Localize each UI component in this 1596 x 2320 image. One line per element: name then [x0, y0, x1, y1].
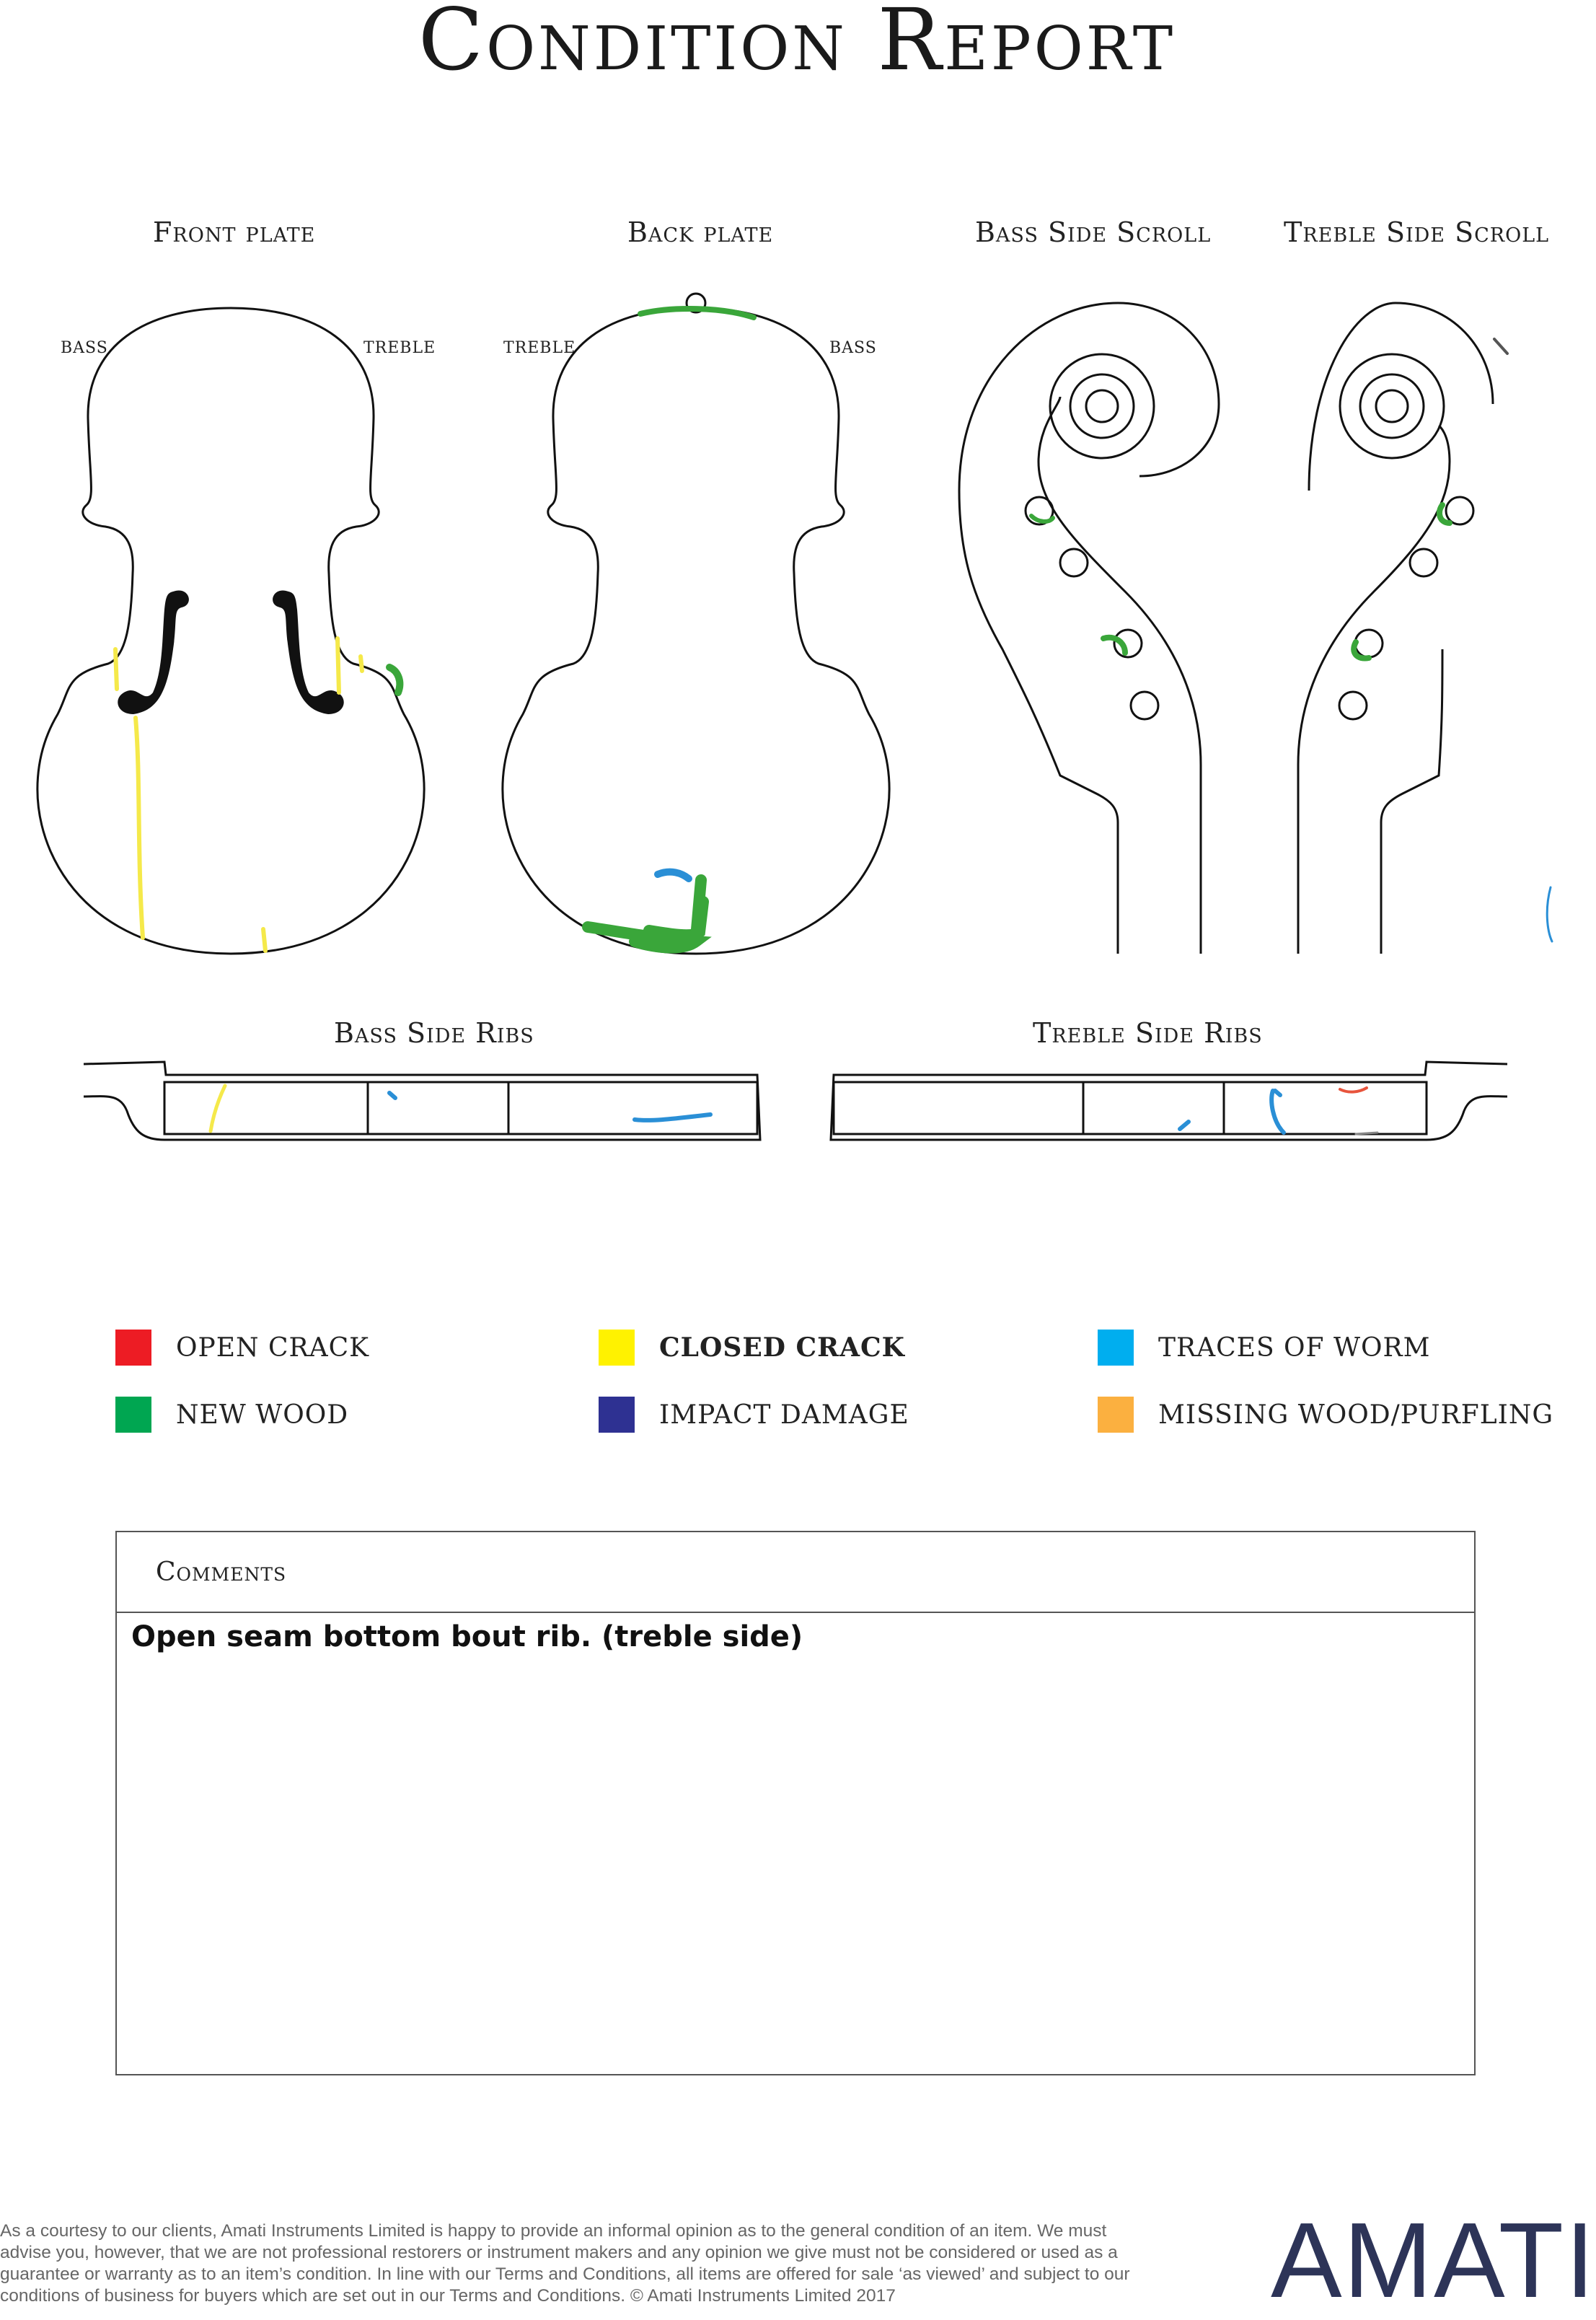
- legend-swatch: [599, 1397, 635, 1433]
- treble-side-ribs-label: Treble Side Ribs: [1033, 1017, 1263, 1049]
- legend-open-crack: [115, 1330, 369, 1366]
- impact-mark: [1494, 339, 1507, 353]
- legend-impact-damage: [599, 1397, 909, 1433]
- bass-side-scroll-label: Bass Side Scroll: [975, 216, 1212, 248]
- traces-of-worm-mark: [1180, 1091, 1284, 1133]
- legend-label: TRACES OF WORM: [1158, 1332, 1431, 1363]
- bass-scroll-outline: [1039, 397, 1201, 954]
- front-treble-label: TREBLE: [363, 339, 436, 357]
- legend-closed-crack: [599, 1330, 905, 1366]
- comments-header: Comments: [117, 1532, 1474, 1613]
- legend-traces-of-worm: [1098, 1330, 1430, 1366]
- back-treble-label: TREBLE: [503, 339, 576, 357]
- legend-swatch: [1098, 1330, 1134, 1366]
- traces-of-worm-mark: [1356, 1133, 1377, 1134]
- traces-of-worm-mark: [1547, 887, 1552, 941]
- legend-swatch: [115, 1330, 151, 1366]
- treble-f-hole: [273, 590, 344, 714]
- bass-ribs-outline: [84, 1062, 760, 1140]
- amati-logo: AMATI: [1271, 2201, 1596, 2320]
- legend-swatch: [1098, 1397, 1134, 1433]
- treble-ribs-outline: [831, 1062, 1507, 1140]
- open-crack-mark: [1340, 1088, 1367, 1092]
- legend-label: MISSING WOOD/PURFLING: [1158, 1400, 1554, 1430]
- legend-new-wood: [115, 1397, 348, 1433]
- treble-scroll-outline: [1298, 426, 1450, 954]
- comments-text[interactable]: Open seam bottom bout rib. (treble side): [131, 1620, 803, 1653]
- new-wood-mark: [389, 667, 400, 693]
- new-wood-mark: [1031, 516, 1053, 522]
- legend-label: NEW WOOD: [176, 1400, 349, 1430]
- back-plate-label: Back plate: [627, 216, 774, 248]
- new-wood-mark: [1440, 505, 1450, 523]
- page-title: Condition Report: [418, 0, 1176, 89]
- new-wood-mark: [1354, 642, 1369, 659]
- comments-box: [115, 1531, 1476, 2075]
- legend-label: IMPACT DAMAGE: [659, 1400, 909, 1430]
- treble-side-scroll-label: Treble Side Scroll: [1284, 216, 1550, 248]
- traces-of-worm-mark: [389, 1093, 710, 1120]
- legend-missing-wood-purfling: [1098, 1397, 1553, 1433]
- legend-label: CLOSED CRACK: [659, 1332, 905, 1363]
- back-bass-label: BASS: [829, 339, 877, 357]
- legend-swatch: [115, 1397, 151, 1433]
- legend-label: OPEN CRACK: [176, 1332, 370, 1363]
- bass-f-hole: [118, 590, 189, 714]
- bass-side-ribs-label: Bass Side Ribs: [334, 1017, 534, 1049]
- traces-of-worm-mark: [658, 872, 689, 879]
- front-bass-label: BASS: [61, 339, 108, 357]
- front-plate-label: Front plate: [153, 216, 316, 248]
- closed-crack-mark: [263, 638, 362, 951]
- front-plate-outline: [38, 308, 424, 954]
- disclaimer-text: As a courtesy to our clients, Amati Instruments Limited is happy to provide an informal opinion as to the general condition of an item. We must advise you, however, that we are not professional restorers or instrument makers and any opinion we give must not be considered or used as a guarantee or warranty as to an item’s condition. In line with our Terms and Conditions, all items are offered for sale ‘as viewed’ and subject to our conditions of business for buyers which are set out in our Terms and Conditions. © Amati Instruments Limited 2017: [0, 2221, 1130, 2306]
- legend-swatch: [599, 1330, 635, 1366]
- back-plate-outline: [503, 308, 889, 954]
- closed-crack-mark: [211, 1086, 225, 1131]
